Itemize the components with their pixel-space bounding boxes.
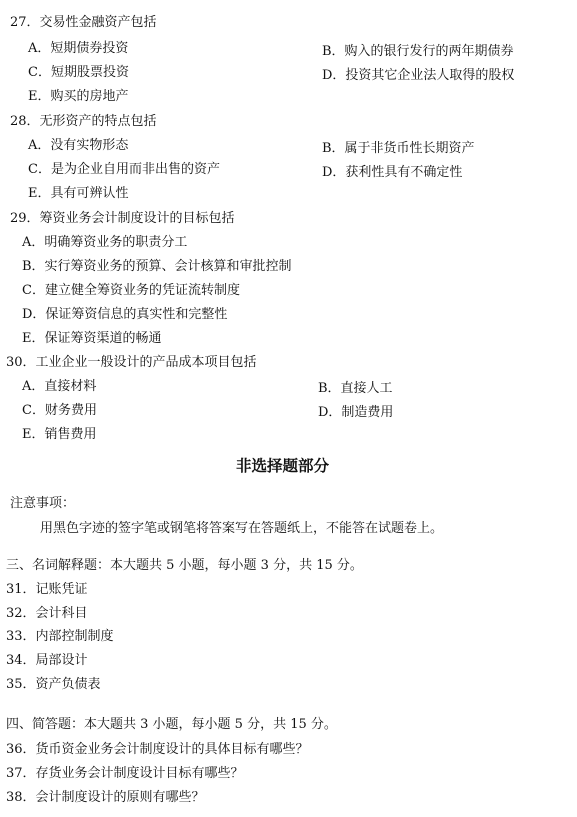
question-29-option-e: E．保证筹资渠道的畅通 — [22, 331, 162, 346]
question-30-option-b: B．直接人工 — [318, 381, 393, 396]
section-title: 非选择题部分 — [236, 457, 330, 475]
question-29-option-d: D．保证筹资信息的真实性和完整性 — [22, 307, 228, 322]
question-27-option-e: E．购买的房地产 — [28, 89, 129, 104]
question-27-stem: 27．交易性金融资产包括 — [10, 15, 157, 30]
part-4-header: 四、简答题：本大题共 3 小题，每小题 5 分，共 15 分。 — [6, 717, 337, 732]
question-28-stem: 28．无形资产的特点包括 — [10, 114, 157, 129]
question-37: 37．存货业务会计制度设计目标有哪些？ — [6, 766, 244, 781]
question-38: 38．会计制度设计的原则有哪些？ — [6, 790, 205, 805]
question-36: 36．货币资金业务会计制度设计的具体目标有哪些？ — [6, 742, 309, 757]
question-30-option-e: E．销售费用 — [22, 427, 97, 442]
notice-text: 用黑色字迹的签字笔或钢笔将答案写在答题纸上，不能答在试题卷上。 — [40, 521, 444, 536]
question-28-option-b: B．属于非货币性长期资产 — [322, 141, 475, 156]
question-28-option-e: E．具有可辨认性 — [28, 186, 129, 201]
question-29-option-b: B．实行筹资业务的预算、会计核算和审批控制 — [22, 259, 292, 274]
question-29-stem: 29．筹资业务会计制度设计的目标包括 — [10, 211, 235, 226]
question-28-option-d: D．获利性具有不确定性 — [322, 165, 463, 180]
question-28-option-c: C．是为企业自用而非出售的资产 — [28, 162, 220, 177]
question-28-option-a: A．没有实物形态 — [28, 138, 129, 153]
question-30-option-d: D．制造费用 — [318, 405, 394, 420]
question-32: 32．会计科目 — [6, 606, 88, 621]
question-30-option-a: A．直接材料 — [22, 379, 97, 394]
question-27-option-d: D．投资其它企业法人取得的股权 — [322, 68, 515, 83]
question-34: 34．局部设计 — [6, 653, 88, 668]
question-27-option-b: B．购入的银行发行的两年期债券 — [322, 44, 514, 59]
question-30-option-c: C．财务费用 — [22, 403, 97, 418]
question-31: 31．记账凭证 — [6, 582, 88, 597]
question-35: 35．资产负债表 — [6, 677, 101, 692]
part-3-header: 三、名词解释题：本大题共 5 小题，每小题 3 分，共 15 分。 — [6, 558, 363, 573]
question-29-option-a: A．明确筹资业务的职责分工 — [22, 235, 188, 250]
question-29-option-c: C．建立健全筹资业务的凭证流转制度 — [22, 283, 240, 298]
notice-label: 注意事项： — [10, 496, 76, 511]
question-27-option-c: C．短期股票投资 — [28, 65, 129, 80]
question-30-stem: 30．工业企业一般设计的产品成本项目包括 — [6, 355, 257, 370]
question-33: 33．内部控制制度 — [6, 629, 114, 644]
question-27-option-a: A．短期债券投资 — [28, 41, 129, 56]
